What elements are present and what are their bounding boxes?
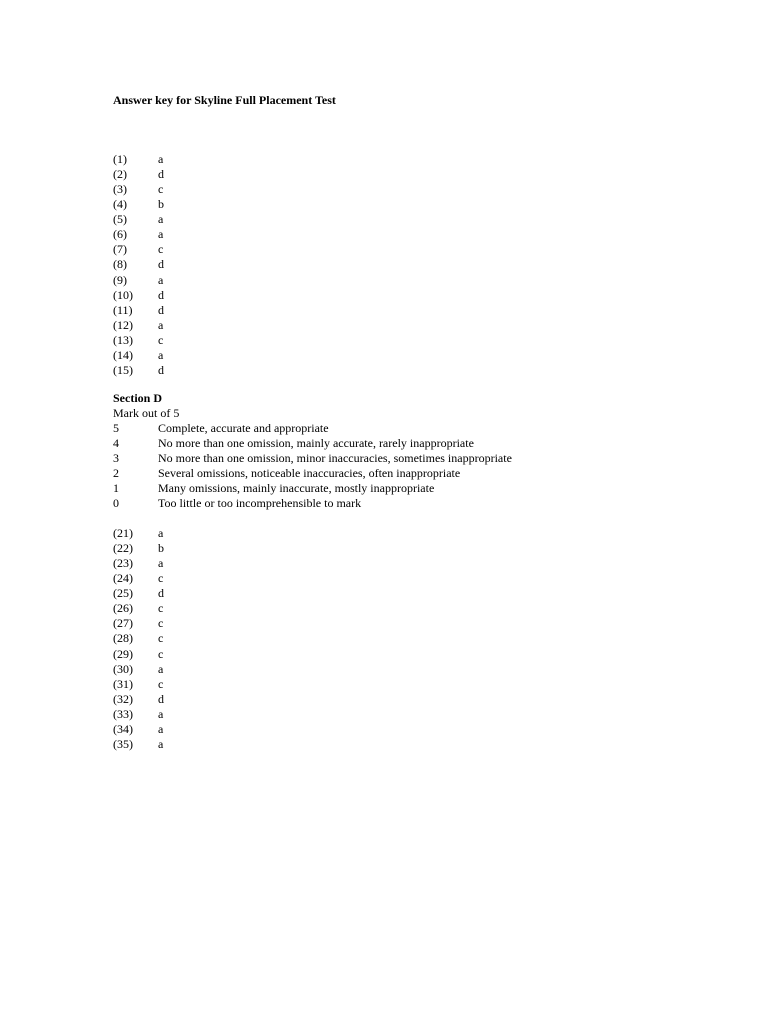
answer-letter: a [158, 152, 164, 166]
answer-letter: c [158, 676, 164, 691]
answer-row [113, 737, 164, 752]
answer-letter: d [158, 586, 164, 601]
answer-row [113, 363, 164, 378]
answers-part-2 [113, 526, 164, 752]
answer-row [113, 707, 164, 722]
answer-row [113, 303, 164, 318]
question-number: (33) [113, 706, 133, 721]
rubric-row [113, 436, 512, 451]
question-number: (5) [113, 212, 127, 227]
question-number: (25) [113, 586, 133, 601]
question-number: (4) [113, 197, 127, 212]
answer-letter: d [158, 302, 164, 317]
answer-row [113, 318, 164, 333]
answer-row [113, 152, 164, 167]
page-title: Answer key for Skyline Full Placement Test [113, 93, 336, 107]
question-number: (26) [113, 601, 133, 616]
answer-row [113, 556, 164, 571]
answer-letter: a [158, 272, 164, 287]
answer-letter: b [158, 197, 164, 212]
section-d [113, 391, 512, 511]
answer-key-document [113, 92, 673, 751]
answer-letter: d [158, 167, 164, 182]
answer-letter: c [158, 646, 164, 661]
question-number: (9) [113, 272, 127, 287]
answer-letter: a [158, 706, 164, 721]
answer-letter: a [158, 526, 164, 540]
question-number: (35) [113, 736, 133, 751]
answer-letter: a [158, 347, 164, 362]
question-number: (14) [113, 347, 133, 362]
answer-row [113, 662, 164, 677]
question-number: (3) [113, 182, 127, 197]
answer-letter: c [158, 571, 164, 586]
answer-row [113, 273, 164, 288]
rubric-row [113, 451, 512, 466]
question-number: (7) [113, 242, 127, 257]
answer-row [113, 692, 164, 707]
question-number: (1) [113, 152, 127, 166]
answer-letter: d [158, 287, 164, 302]
answer-row [113, 257, 164, 272]
answer-row [113, 571, 164, 586]
answer-row [113, 526, 164, 541]
answer-row [113, 227, 164, 242]
answers-part-1 [113, 152, 164, 378]
answer-row [113, 616, 164, 631]
section-heading: Section D [113, 391, 162, 405]
answer-letter: d [158, 691, 164, 706]
question-number: (11) [113, 302, 133, 317]
rubric-description: Many omissions, mainly inaccurate, mostly inappropriate [158, 481, 435, 496]
question-number: (31) [113, 676, 133, 691]
answer-row [113, 601, 164, 616]
answer-row [113, 722, 164, 737]
rubric-description: Several omissions, noticeable inaccuracies, often inappropriate [158, 466, 461, 481]
rubric-description: No more than one omission, minor inaccuracies, sometimes inappropriate [158, 451, 512, 466]
question-number: (15) [113, 362, 133, 377]
rubric-score: 4 [113, 436, 119, 451]
answer-row [113, 541, 164, 556]
rubric-description: No more than one omission, mainly accurate, rarely inappropriate [158, 436, 474, 451]
rubric-row [113, 481, 512, 496]
answer-row [113, 677, 164, 692]
answer-letter: c [158, 631, 164, 646]
answer-letter: b [158, 541, 164, 556]
question-number: (34) [113, 721, 133, 736]
answer-letter: a [158, 556, 164, 571]
question-number: (10) [113, 287, 133, 302]
rubric-score: 3 [113, 451, 119, 466]
question-number: (24) [113, 571, 133, 586]
answer-letter: a [158, 317, 164, 332]
rubric-description: Too little or too incomprehensible to mark [158, 496, 362, 511]
section-subheading: Mark out of 5 [113, 406, 180, 420]
answer-row [113, 333, 164, 348]
rubric-row [113, 496, 512, 511]
answer-row [113, 242, 164, 257]
rubric-description: Complete, accurate and appropriate [158, 421, 329, 435]
answer-row [113, 586, 164, 601]
answer-letter: a [158, 212, 164, 227]
answer-row [113, 212, 164, 227]
answer-letter: d [158, 257, 164, 272]
answer-row [113, 348, 164, 363]
answer-letter: a [158, 721, 164, 736]
question-number: (2) [113, 167, 127, 182]
question-number: (12) [113, 317, 133, 332]
rubric-score: 5 [113, 421, 119, 435]
answer-row [113, 197, 164, 212]
answer-letter: c [158, 242, 164, 257]
answer-row [113, 631, 164, 646]
question-number: (27) [113, 616, 133, 631]
answer-letter: d [158, 362, 164, 377]
rubric-score: 1 [113, 481, 119, 496]
answer-row [113, 167, 164, 182]
rubric-row [113, 466, 512, 481]
answer-row [113, 647, 164, 662]
question-number: (29) [113, 646, 133, 661]
question-number: (6) [113, 227, 127, 242]
question-number: (28) [113, 631, 133, 646]
answer-letter: c [158, 332, 164, 347]
answer-letter: a [158, 227, 164, 242]
rubric-score: 0 [113, 496, 119, 511]
rubric-score: 2 [113, 466, 119, 481]
answer-letter: c [158, 601, 164, 616]
answer-row [113, 288, 164, 303]
answer-letter: c [158, 182, 164, 197]
question-number: (30) [113, 661, 133, 676]
question-number: (8) [113, 257, 127, 272]
answer-letter: a [158, 661, 164, 676]
answer-letter: a [158, 736, 164, 751]
question-number: (22) [113, 541, 133, 556]
rubric-row [113, 421, 512, 436]
answer-row [113, 182, 164, 197]
question-number: (21) [113, 526, 133, 540]
answer-letter: c [158, 616, 164, 631]
question-number: (13) [113, 332, 133, 347]
question-number: (32) [113, 691, 133, 706]
question-number: (23) [113, 556, 133, 571]
